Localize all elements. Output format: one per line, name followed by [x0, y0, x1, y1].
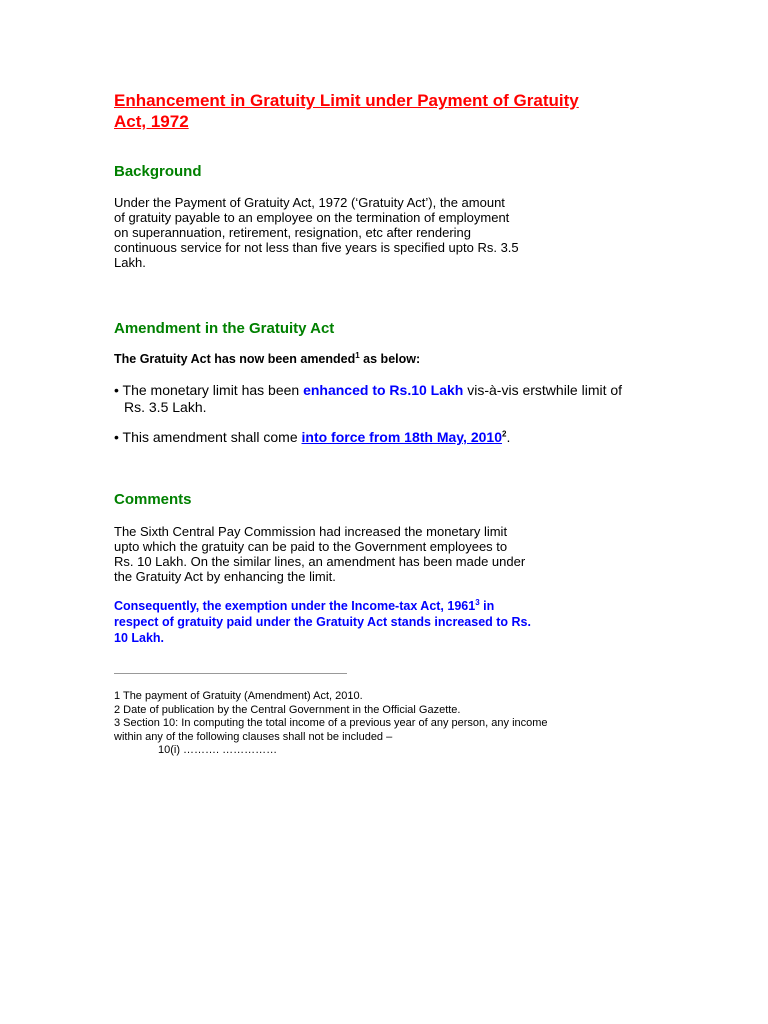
- footnotes: [114, 690, 548, 758]
- comments-line: The Sixth Central Pay Commission had increased the monetary limit: [114, 524, 508, 539]
- footnote-3-continued: within any of the following clauses shall not be included –: [114, 730, 393, 743]
- bullet-text-tail: vis-à-vis erstwhile limit of: [463, 382, 623, 398]
- background-line: Under the Payment of Gratuity Act, 1972 (‘Gratuity Act’), the amount: [114, 195, 505, 210]
- background-paragraph: [114, 195, 519, 270]
- bullet-marker: •: [114, 429, 119, 445]
- comments-line: the Gratuity Act by enhancing the limit.: [114, 569, 336, 584]
- bullet-text: The monetary limit has been: [118, 382, 304, 398]
- background-line: on superannuation, retirement, resignation, etc after rendering: [114, 225, 471, 240]
- background-heading: Background: [114, 163, 202, 180]
- background-line: Lakh.: [114, 255, 146, 270]
- background-line: of gratuity payable to an employee on the termination of employment: [114, 210, 510, 225]
- footnote-1: 1 The payment of Gratuity (Amendment) Act, 2010.: [114, 690, 363, 702]
- bullet-text: This amendment shall come: [118, 429, 302, 445]
- footnote-ref-2: 2: [501, 429, 507, 439]
- conclusion-text-tail: in: [479, 599, 495, 613]
- footnote-ref-3: 3: [475, 597, 480, 607]
- document-title: [114, 90, 614, 132]
- footnote-3: 3 Section 10: In computing the total income of a previous year of any person, any income: [114, 717, 548, 729]
- footnote-ref-1: 1: [355, 350, 360, 360]
- highlight-enhanced-limit: enhanced to Rs.10 Lakh: [303, 382, 464, 398]
- footnote-2: 2 Date of publication by the Central Government in the Official Gazette.: [114, 703, 461, 716]
- bullet-marker: •: [114, 382, 119, 398]
- title-line-2: Act, 1972: [114, 112, 189, 131]
- amendment-intro-text: The Gratuity Act has now been amended: [114, 352, 356, 366]
- conclusion-text: Consequently, the exemption under the Income-tax Act, 1961: [114, 599, 476, 613]
- bullet-text-tail: .: [506, 429, 511, 445]
- bullet-continuation: Rs. 3.5 Lakh.: [124, 399, 207, 415]
- footnote-separator: [114, 673, 347, 674]
- amendment-intro-tail: as below:: [359, 352, 421, 366]
- conclusion-line-3: 10 Lakh.: [114, 631, 165, 645]
- amendment-heading: Amendment in the Gratuity Act: [114, 320, 335, 337]
- bullet-effective-date: [114, 429, 510, 446]
- comments-line: Rs. 10 Lakh. On the similar lines, an amendment has been made under: [114, 554, 526, 569]
- comments-line: upto which the gratuity can be paid to the Government employees to: [114, 539, 508, 554]
- bullet-monetary-limit: [114, 382, 622, 416]
- comments-paragraph: [114, 524, 525, 584]
- highlight-effective-date: into force from 18th May, 2010: [301, 429, 502, 445]
- background-line: continuous service for not less than five years is specified upto Rs. 3.5: [114, 240, 519, 255]
- comments-conclusion: [114, 598, 531, 646]
- comments-heading: Comments: [114, 491, 192, 508]
- title-line-1: Enhancement in Gratuity Limit under Payment of Gratuity: [114, 91, 579, 110]
- amendment-intro: [114, 352, 420, 367]
- conclusion-line-2: respect of gratuity paid under the Gratuity Act stands increased to Rs.: [114, 615, 531, 629]
- footnote-3-clause: 10(i) ………. ……………: [158, 744, 278, 756]
